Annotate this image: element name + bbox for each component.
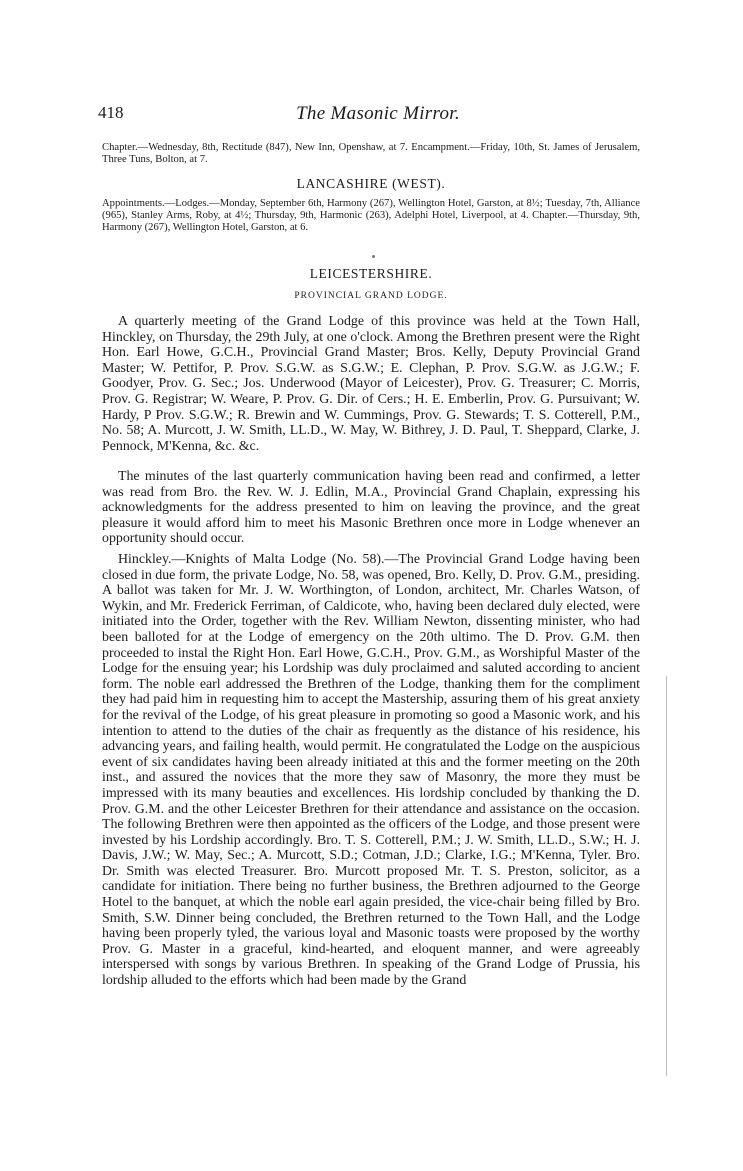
paragraph-quarterly-meeting: A quarterly meeting of the Grand Lodge of this province was held at the Town Hall, Hinckley, on Thursday, the 29th July, at one o'clock. Among the Brethren present were the Right Hon. Earl Howe, G.C.H., Provincial Grand Master; Bros. Kelly, Deputy Provincial Grand Master; W. Pettifor, P. Prov. S.G.W. as S.G.W.; E. Clephan, P. Prov. S.G.W. as J.G.W.; F. Goodyer, Prov. G. Sec.; Jos. Underwood (Mayor of Leicester), Prov. G. Treasurer; C. Morris, Prov. G. Registrar; W. Weare, P. Prov. G. Dir. of Cers.; H. E. Emberlin, Prov. G. Pursuivant; W. Hardy, P Prov. S.G.W.; R. Brewin and W. Cummings, Prov. G. Stewards; T. S. Cotterell, P.M., No. 58; A. Murcott, J. W. Smith, LL.D., W. May, W. Bithrey, J. D. Paul, T. Sheppard, Clarke, J. Pennock, M'Kenna, &c. &c. xyxy=(102,314,640,454)
section-heading-lancashire-west: LANCASHIRE (WEST). xyxy=(296,176,446,191)
lancashire-appointments: Appointments.—Lodges.—Monday, September 6th, Harmony (267), Wellington Hotel, Garston, at 8½; Tuesday, 7th, Alliance (965), Stanley Arms, Roby, at 4½; Thursday, 9th, Harmonic (263), Adelphi Hotel, Liverpool, at 4. Chapter.—Thursday, 9th, Harmony (267), Wellington Hotel, Garston, at 6. xyxy=(102,198,640,234)
running-title: The Masonic Mirror. xyxy=(296,103,460,124)
page-header xyxy=(98,103,658,127)
section-heading-leicestershire: LEICESTERSHIRE. xyxy=(309,266,433,281)
section-divider-dot xyxy=(372,255,375,258)
paragraph-hinckley-lodge: Hinckley.—Knights of Malta Lodge (No. 58).—The Provincial Grand Lodge having been closed in due form, the private Lodge, No. 58, was opened, Bro. Kelly, D. Prov. G.M., presiding. A ballot was taken for Mr. J. W. Worthington, of London, architect, Mr. Charles Watson, of Wykin, and Mr. Frederick Ferriman, of Caldicote, who, having been declared duly elected, were initiated into the Order, together with the Rev. William Newton, dissenting minister, who had been balloted for at the Lodge of emergency on the 20th ultimo. The D. Prov. G.M. then proceeded to instal the Right Hon. Earl Howe, G.C.H., Prov. G.M., as Worshipful Master of the Lodge for the ensuing year; his Lordship was duly proclaimed and saluted according to ancient form. The noble earl addressed the Brethren of the Lodge, thanking them for the compliment they had paid him in requesting him to accept the Mastership, assuring them of his great anxiety for the revival of the Lodge, of his great pleasure in promoting so good a Masonic work, and his intention to attend to the duties of the chair as frequently as the distance of his residence, his advancing years, and failing health, would permit. He congratulated the Lodge on the auspicious event of six candidates having been already initiated at this and the former meeting on the 20th inst., and assured the novices that the more they saw of Masonry, the more they must be impressed with its many beauties and excellences. His lordship concluded by thanking the D. Prov. G.M. and the other Leicester Brethren for their attendance and assistance on the occasion. The following Brethren were then appointed as the officers of the Lodge, and those present were invested by his Lordship accordingly. Bro. T. S. Cotterell, P.M.; J. W. Smith, LL.D., S.W.; H. J. Davis, J.W.; W. May, Sec.; A. Murcott, S.D.; Cotman, J.D.; Clarke, I.G.; M'Kenna, Tyler. Bro. Dr. Smith was elected Treasurer. Bro. Murcott proposed Mr. T. S. Preston, solicitor, as a candidate for initiation. There being no further business, the Brethren adjourned to the George Hotel to the banquet, at which the noble earl again presided, the vice-chair being filled by Bro. Smith, S.W. Dinner being concluded, the Brethren returned to the Town Hall, and the Lodge having been properly tyled, the various loyal and Masonic toasts were proposed by the worthy Prov. G. Master in a graceful, kind-hearted, and eloquent manner, and were agreeably interspersed with songs by various Brethren. In speaking of the Grand Lodge of Prussia, his lordship alluded to the efforts which had been made by the Grand xyxy=(102,552,640,989)
subheading-provincial-grand-lodge: PROVINCIAL GRAND LODGE. xyxy=(294,291,448,301)
page-edge-rule xyxy=(666,676,667,1076)
page-number: 418 xyxy=(98,103,124,122)
paragraph-minutes: The minutes of the last quarterly communication having been read and confirmed, a letter was read from Bro. the Rev. W. J. Edlin, M.A., Provincial Grand Chaplain, expressing his acknowledgments for the address presented to him on leaving the province, and the great pleasure it would afford him to meet his Masonic Brethren once more in Lodge whenever an opportunity should occur. xyxy=(102,469,640,547)
chapter-notice: Chapter.—Wednesday, 8th, Rectitude (847), New Inn, Openshaw, at 7. Encampment.—Friday, 10th, St. James of Jerusalem, Three Tuns, Bolton, at 7. xyxy=(102,142,640,166)
